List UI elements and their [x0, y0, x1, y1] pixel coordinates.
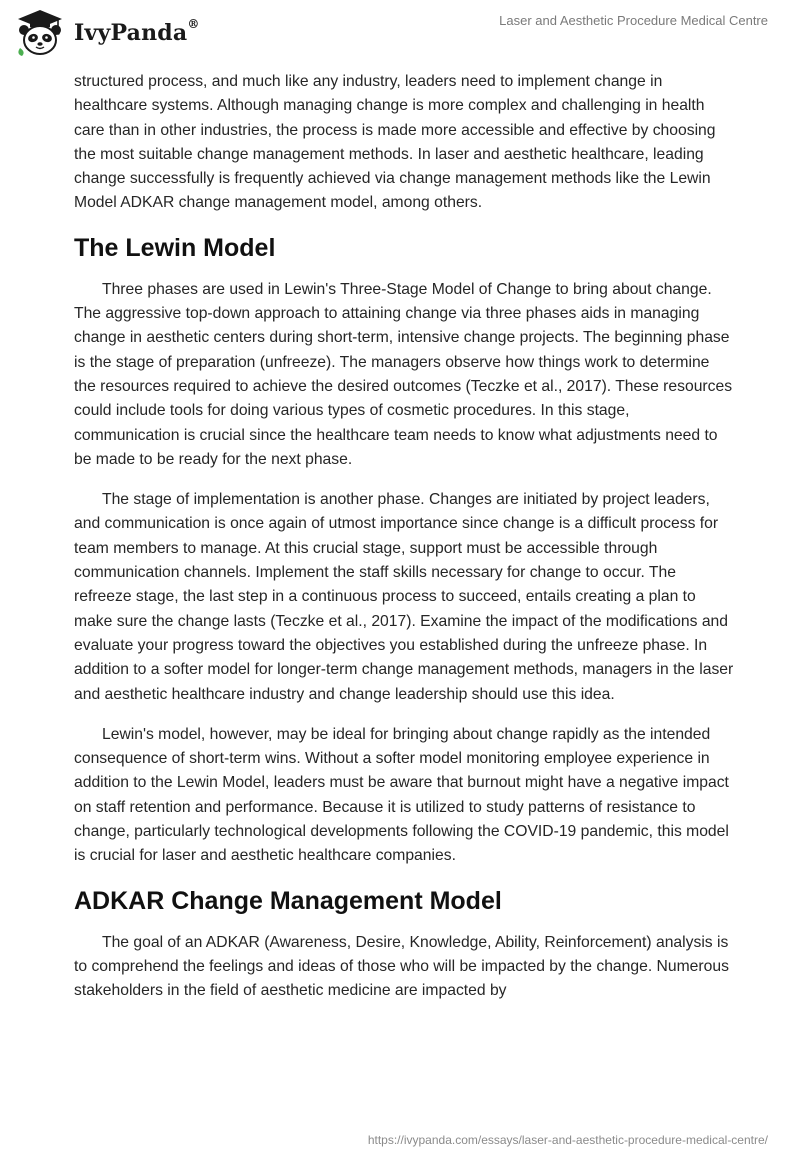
panda-graduate-icon [14, 8, 66, 58]
lewin-paragraph-2: The stage of implementation is another phase. Changes are initiated by project leaders, and communication is once again of utmost importance since change is a difficult process for team members to manage. At this crucial stage, support must be accessible through communication channels. Implement the staff skills necessary for change to occur. The refreeze stage, the last step in a continuous process to succeed, entails creating a plan to make sure the change lasts (Teczke et al., 2017). Examine the impact of the modifications and evaluate your progress toward the objectives you established during the unfreeze phase. In addition to a softer model for longer-term change management methods, managers in the laser and aesthetic healthcare industry and change leadership should use this idea. [74, 491, 734, 703]
source-url[interactable]: https://ivypanda.com/essays/laser-and-aesthetic-procedure-medical-centre/ [367, 1133, 768, 1147]
lewin-paragraph-3: Lewin's model, however, may be ideal for bringing about change rapidly as the intended consequence of short-term wins. Without a softer model monitoring employee experience in addition to the Lewin Model, leaders must be aware that burnout might have a negative impact on staff retention and performance. Because it is utilized to study patterns of resistance to change, particularly technological developments following the COVID-19 pandemic, this model is crucial for laser and aesthetic healthcare companies. [74, 725, 729, 865]
page-header [0, 0, 800, 64]
adkar-paragraph-1: The goal of an ADKAR (Awareness, Desire, Knowledge, Ability, Reinforcement) analysis is to comprehend the feelings and ideas of those who will be impacted by the change. Numerous stakeholders in the field of aesthetic medicine are impacted by [74, 933, 729, 1000]
section-heading-lewin-model: The Lewin Model [74, 233, 276, 262]
essay-body [74, 70, 734, 1020]
intro-paragraph: structured process, and much like any industry, leaders need to implement change in healthcare systems. Although managing change is more complex and challenging in health care than in other industries, the process is made more accessible and effective by choosing the most suitable change management methods. In laser and aesthetic healthcare, leading change successfully is frequently achieved via change management methods like the Lewin Model ADKAR change management model, among others. [74, 73, 716, 212]
section-heading-adkar-model: ADKAR Change Management Model [74, 886, 502, 915]
registered-mark: ® [187, 16, 200, 31]
document-title: Laser and Aesthetic Procedure Medical Centre [499, 13, 768, 28]
ivypanda-logo[interactable] [14, 8, 200, 58]
lewin-paragraph-1: Three phases are used in Lewin's Three-Stage Model of Change to bring about change. The aggressive top-down approach to attaining change via three phases aids in managing change in aesthetic centers during short-term, intensive change projects. The beginning phase is the stage of preparation (unfreeze). The managers observe how things work to determine the resources required to achieve the desired outcomes (Teczke et al., 2017). These resources could include tools for doing various types of cosmetic procedures. In this stage, communication is crucial since the healthcare team needs to know what adjustments need to be made to be ready for the next phase. [74, 280, 733, 468]
brand-name: IvyPanda® [74, 16, 200, 46]
